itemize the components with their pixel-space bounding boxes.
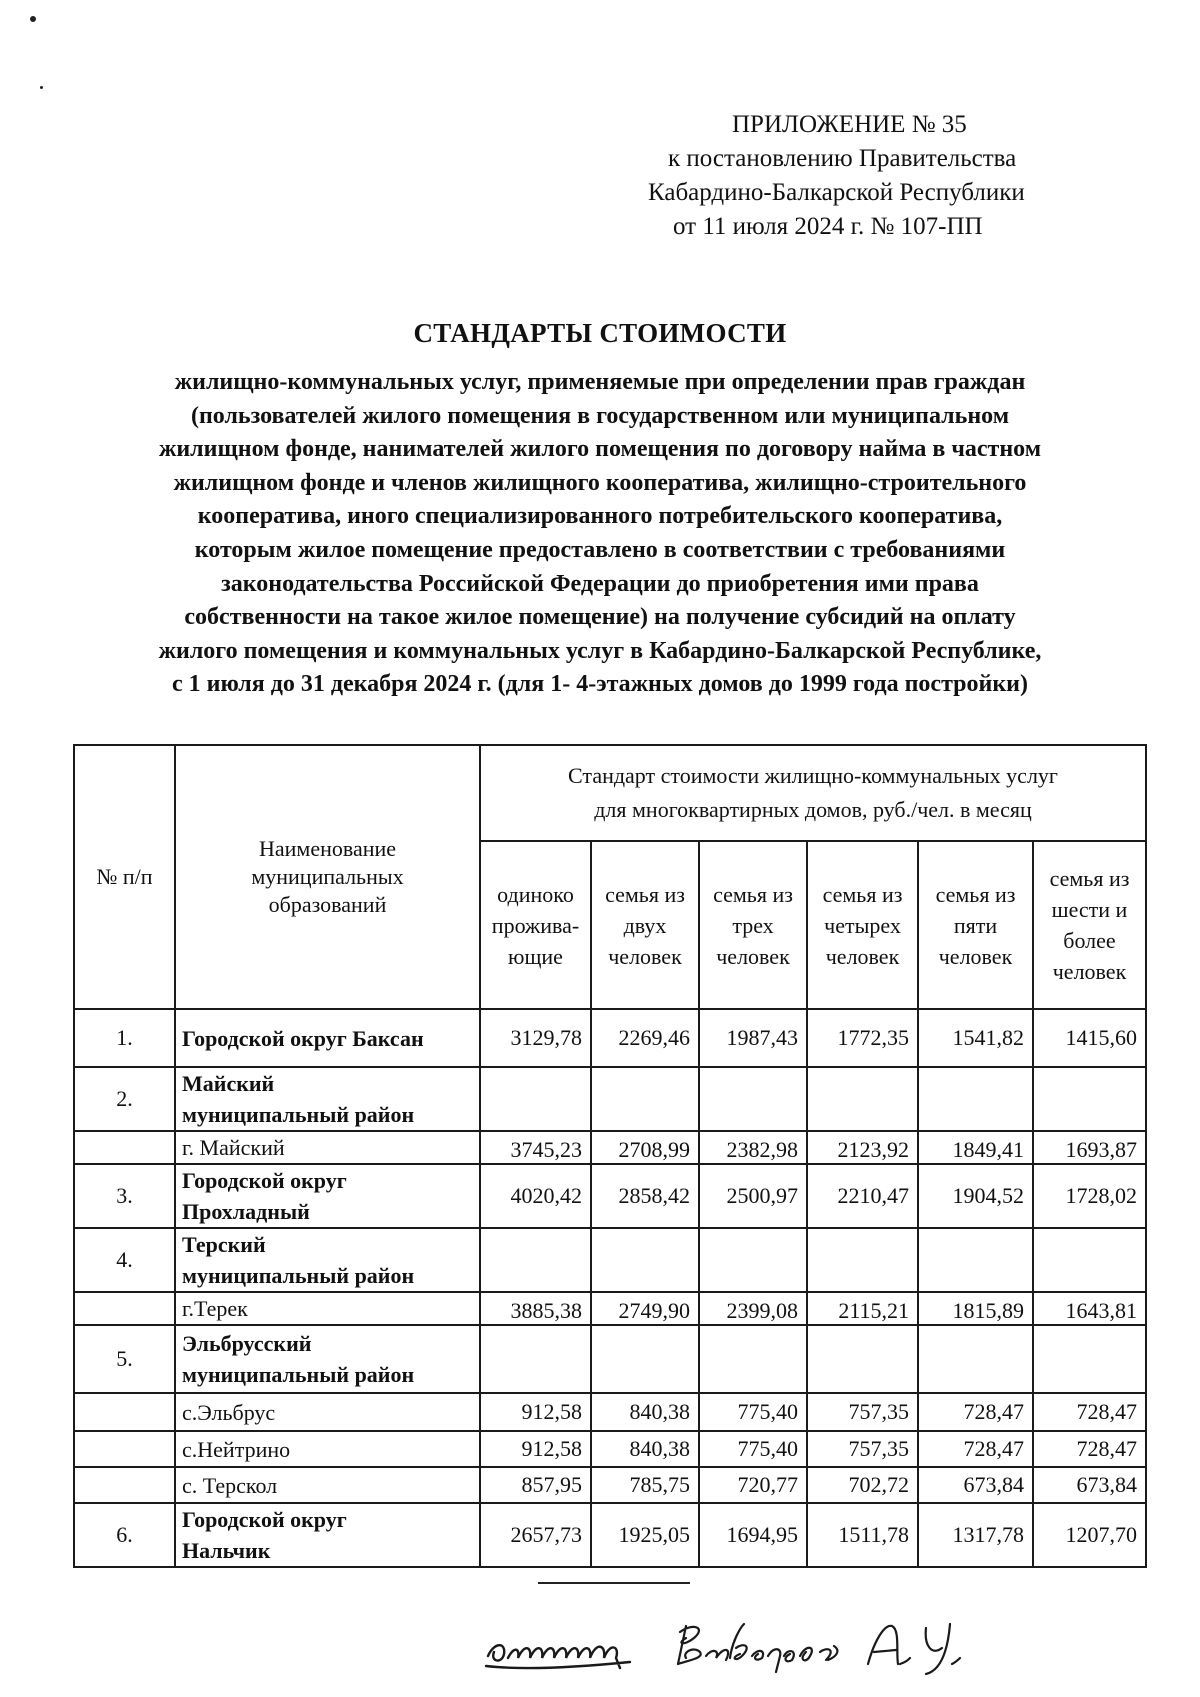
header-column: [591, 841, 699, 1009]
row-value: 2399,08: [699, 1292, 807, 1325]
appendix-resolution: к постановлению Правительства: [668, 145, 1017, 172]
header-column-line: пяти: [953, 912, 998, 938]
row-value: 757,35: [807, 1393, 918, 1431]
table-row: [74, 1431, 1146, 1467]
row-value: 673,84: [918, 1467, 1033, 1503]
row-value: [591, 1067, 699, 1131]
row-value: [807, 1325, 918, 1393]
document-title: СТАНДАРТЫ СТОИМОСТИ: [413, 318, 787, 348]
row-value: 785,75: [591, 1467, 699, 1503]
row-value: 702,72: [807, 1467, 918, 1503]
row-municipality: [175, 1503, 480, 1567]
table-row: [74, 1325, 1146, 1393]
scan-speck: [30, 16, 36, 22]
row-number: 1.: [74, 1009, 175, 1067]
appendix-date: от 11 июля 2024 г. № 107-ПП: [673, 213, 983, 240]
header-column-line: ющие: [508, 943, 563, 969]
row-value: 2858,42: [591, 1164, 699, 1228]
row-value: 673,84: [1033, 1467, 1146, 1503]
table-row: [74, 1393, 1146, 1431]
row-value: 2269,46: [591, 1009, 699, 1067]
row-municipality: [175, 1467, 480, 1503]
header-column-line: семья из: [713, 881, 793, 907]
row-municipality-line: Нальчик: [182, 1538, 271, 1563]
row-value: 840,38: [591, 1393, 699, 1431]
row-number: [74, 1292, 175, 1325]
row-value: 840,38: [591, 1431, 699, 1467]
row-value: 728,47: [918, 1393, 1033, 1431]
standards-table: [73, 744, 1147, 1568]
row-municipality-line: муниципальный район: [182, 1263, 415, 1288]
table-row: [74, 1467, 1146, 1503]
header-group: [480, 745, 1146, 841]
row-municipality-line: Городской округ: [182, 1507, 347, 1532]
table-body: [74, 1009, 1146, 1567]
row-municipality: [175, 1164, 480, 1228]
row-value: 720,77: [699, 1467, 807, 1503]
subtitle-line: жилищном фонде и членов жилищного кооператива, жилищно-строительного: [173, 469, 1027, 496]
row-number: 4.: [74, 1228, 175, 1292]
row-value: 1728,02: [1033, 1164, 1146, 1228]
subtitle-line: (пользователей жилого помещения в государственном или муниципальном: [190, 402, 1010, 429]
subtitle-line: собственности на такое жилое помещение) на получение субсидий на оплату: [184, 604, 1016, 631]
header-column-line: одиноко: [497, 881, 574, 907]
row-value: 728,47: [1033, 1431, 1146, 1467]
handwritten-signature: [480, 1612, 1000, 1682]
row-value: 1693,87: [1033, 1131, 1146, 1164]
row-value: 1643,81: [1033, 1292, 1146, 1325]
row-number: 5.: [74, 1325, 175, 1393]
row-value: 1207,70: [1033, 1503, 1146, 1567]
row-value: 1694,95: [699, 1503, 807, 1567]
row-municipality-line: Майский: [182, 1071, 275, 1096]
header-column-line: трех: [732, 912, 774, 938]
scan-speck: [40, 86, 43, 89]
row-value: 1815,89: [918, 1292, 1033, 1325]
header-column-line: двух: [623, 912, 667, 938]
row-value: 1415,60: [1033, 1009, 1146, 1067]
row-municipality-line: муниципальный район: [182, 1362, 415, 1387]
header-column: [480, 841, 591, 1009]
header-column-line: человек: [938, 943, 1013, 969]
row-value: 3885,38: [480, 1292, 591, 1325]
row-number: [74, 1393, 175, 1431]
header-column-line: более: [1063, 928, 1116, 953]
header-group-line: Стандарт стоимости жилищно-коммунальных услуг: [568, 763, 1058, 788]
row-municipality-line: г.Терек: [182, 1296, 248, 1321]
row-municipality-line: с. Терскол: [182, 1472, 278, 1498]
table-row: [74, 1164, 1146, 1228]
row-value: 857,95: [480, 1467, 591, 1503]
row-municipality-line: Эльбрусский: [182, 1331, 312, 1356]
subtitle-line: с 1 июля до 31 декабря 2024 г. (для 1- 4-этажных домов до 1999 года постройки): [172, 671, 1028, 698]
header-column: [699, 841, 807, 1009]
subtitle-line: жилищном фонде, нанимателей жилого помещения по договору найма в частном: [158, 436, 1042, 463]
row-municipality-line: г. Майский: [182, 1135, 285, 1160]
header-column-line: семья из: [822, 881, 903, 907]
row-municipality: [175, 1009, 480, 1067]
row-value: 2123,92: [807, 1131, 918, 1164]
row-number: 3.: [74, 1164, 175, 1228]
row-value: 728,47: [1033, 1393, 1146, 1431]
subtitle-line: жилищно-коммунальных услуг, применяемые при определении прав граждан: [174, 369, 1026, 395]
header-num: № п/п: [74, 745, 175, 1009]
subtitle-line: которым жилое помещение предоставлено в соответствии с требованиями: [194, 536, 1006, 563]
appendix-number: ПРИЛОЖЕНИЕ № 35: [732, 111, 967, 138]
header-name: [175, 745, 480, 1009]
row-value: [480, 1228, 591, 1292]
row-value: 1987,43: [699, 1009, 807, 1067]
row-value: [807, 1228, 918, 1292]
row-municipality: [175, 1292, 480, 1325]
row-value: 2708,99: [591, 1131, 699, 1164]
row-value: [699, 1325, 807, 1393]
row-value: 775,40: [699, 1431, 807, 1467]
row-value: 1904,52: [918, 1164, 1033, 1228]
row-value: [918, 1228, 1033, 1292]
row-value: 4020,42: [480, 1164, 591, 1228]
header-name-line: образований: [268, 892, 387, 917]
row-value: [591, 1325, 699, 1393]
table-row: [74, 1067, 1146, 1131]
row-value: 3129,78: [480, 1009, 591, 1067]
row-value: [1033, 1228, 1146, 1292]
header-column-line: семья из: [605, 881, 685, 907]
header-column-line: семья из: [1049, 866, 1130, 891]
row-municipality: [175, 1393, 480, 1431]
appendix-block: [620, 108, 1090, 244]
row-value: [1033, 1325, 1146, 1393]
row-number: [74, 1467, 175, 1503]
row-value: 2657,73: [480, 1503, 591, 1567]
row-value: 1925,05: [591, 1503, 699, 1567]
header-column: [807, 841, 918, 1009]
document-subtitle: [60, 366, 1140, 702]
row-municipality: [175, 1325, 480, 1393]
row-value: [480, 1325, 591, 1393]
row-value: 3745,23: [480, 1131, 591, 1164]
table-row: [74, 1009, 1146, 1067]
row-value: 775,40: [699, 1393, 807, 1431]
header-name-line: Наименование: [258, 836, 397, 861]
header-column-line: человек: [1052, 959, 1127, 984]
header-column-line: шести и: [1051, 897, 1128, 922]
row-number: 2.: [74, 1067, 175, 1131]
row-value: [1033, 1067, 1146, 1131]
row-value: 757,35: [807, 1431, 918, 1467]
closing-rule: [538, 1582, 690, 1584]
row-value: [699, 1228, 807, 1292]
row-municipality-line: с.Нейтрино: [182, 1436, 291, 1462]
header-column: [1033, 841, 1146, 1009]
appendix-government: Кабардино-Балкарской Республики: [648, 179, 1025, 206]
header-group-line: для многоквартирных домов, руб./чел. в месяц: [594, 797, 1032, 822]
subtitle-line: жилого помещения и коммунальных услуг в Кабардино-Балкарской Республике,: [158, 637, 1042, 664]
row-municipality: [175, 1067, 480, 1131]
row-municipality: [175, 1431, 480, 1467]
table-row: [74, 1292, 1146, 1325]
row-value: 912,58: [480, 1431, 591, 1467]
row-municipality-line: с.Эльбрус: [182, 1399, 276, 1425]
row-value: [480, 1067, 591, 1131]
header-column-line: прожива-: [491, 912, 580, 938]
row-municipality: [175, 1131, 480, 1164]
row-value: 2500,97: [699, 1164, 807, 1228]
row-value: 912,58: [480, 1393, 591, 1431]
row-municipality-line: Терский: [182, 1232, 266, 1257]
row-value: [918, 1325, 1033, 1393]
row-value: 1317,78: [918, 1503, 1033, 1567]
row-value: 1772,35: [807, 1009, 918, 1067]
row-value: 728,47: [918, 1431, 1033, 1467]
subtitle-line: кооператива, иного специализированного потребительского кооператива,: [197, 503, 1003, 530]
row-municipality-line: муниципальный район: [182, 1102, 415, 1127]
header-column-line: четырех: [824, 912, 901, 938]
row-value: [699, 1067, 807, 1131]
subtitle-line: законодательства Российской Федерации до приобретения ими права: [221, 570, 979, 597]
row-number: [74, 1431, 175, 1467]
table-row: [74, 1503, 1146, 1567]
row-value: 2115,21: [807, 1292, 918, 1325]
row-value: 1511,78: [807, 1503, 918, 1567]
row-number: 6.: [74, 1503, 175, 1567]
row-municipality-line: Прохладный: [182, 1199, 310, 1224]
row-value: 2382,98: [699, 1131, 807, 1164]
row-municipality: [175, 1228, 480, 1292]
header-column: [918, 841, 1033, 1009]
table-row: [74, 1131, 1146, 1164]
row-value: [807, 1067, 918, 1131]
header-column-line: семья из: [935, 881, 1016, 907]
header-column-line: человек: [608, 943, 682, 969]
row-value: 1849,41: [918, 1131, 1033, 1164]
row-municipality-line: Городской округ: [182, 1168, 347, 1193]
row-value: 2210,47: [807, 1164, 918, 1228]
row-value: [918, 1067, 1033, 1131]
row-value: 2749,90: [591, 1292, 699, 1325]
header-name-line: муниципальных: [251, 864, 404, 889]
table-row: [74, 1228, 1146, 1292]
header-column-line: человек: [825, 943, 900, 969]
row-municipality-line: Городской округ Баксан: [182, 1025, 424, 1051]
row-number: [74, 1131, 175, 1164]
row-value: [591, 1228, 699, 1292]
header-column-line: человек: [716, 943, 790, 969]
row-value: 1541,82: [918, 1009, 1033, 1067]
